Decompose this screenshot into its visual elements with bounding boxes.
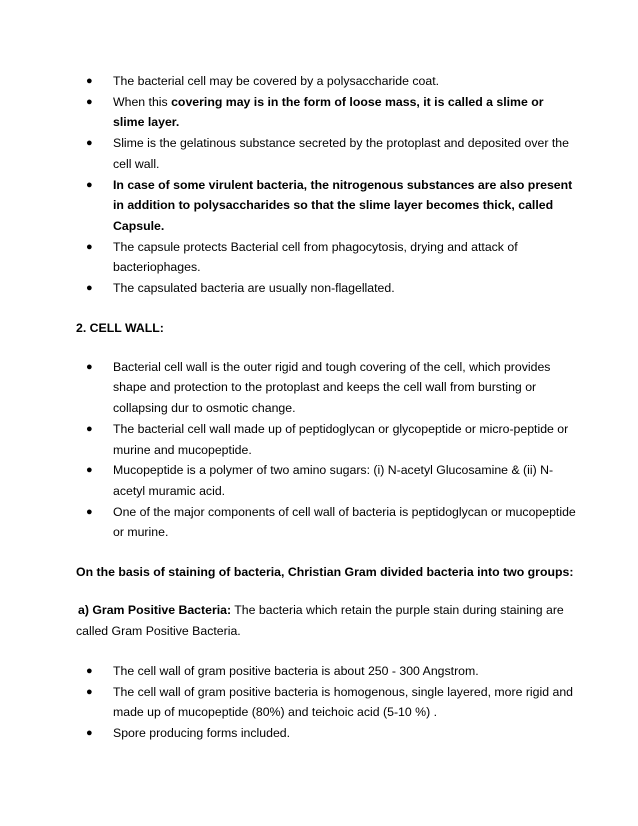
text: The cell wall of gram positive bacteria is about 250 - 300 Angstrom. [113, 664, 479, 679]
text: The bacterial cell wall made up of peptidoglycan or glycopeptide or micro-peptide or murine and mucopeptide. [113, 421, 569, 457]
list-item [76, 71, 576, 92]
cell-wall-heading: 2. CELL WALL: [76, 320, 164, 335]
bullet-icon: ● [86, 75, 93, 87]
bullet-icon: ● [86, 178, 93, 191]
list-item [76, 357, 576, 419]
text: Slime is the gelatinous substance secreted by the protoplast and deposited over the cell wall. [113, 136, 569, 171]
gram-intro-paragraph: On the basis of staining of bacteria, Christian Gram divided bacteria into two groups: [76, 565, 574, 580]
capsule-bullet-list [76, 71, 576, 299]
list-item [76, 502, 576, 543]
bullet-icon: ● [86, 727, 93, 740]
gram-positive-lead: a) Gram Positive Bacteria: [78, 603, 232, 618]
text: The cell wall of gram positive bacteria is homogenous, single layered, more rigid and made up of mucopeptide (80%) and teichoic acid (5-10 %) . [113, 684, 573, 720]
text: The capsulated bacteria are usually non-flagellated. [113, 281, 395, 296]
text: Mucopeptide is a polymer of two amino sugars: (i) N-acetyl Glucosamine & (ii) N-acetyl muramic acid. [113, 463, 554, 498]
bullet-icon: ● [86, 282, 93, 295]
text: Bacterial cell wall is the outer rigid and tough covering of the cell, which provides shape and protection to the protoplast and keeps the cell wall from bursting or collapsing dur to osmotic change. [113, 359, 551, 416]
gram-positive-paragraph [76, 600, 576, 642]
bullet-icon: ● [86, 240, 93, 253]
text: Spore producing forms included. [113, 726, 291, 741]
text: When this [113, 94, 172, 109]
list-item [76, 92, 576, 133]
bullet-icon: ● [86, 505, 93, 518]
bold-text: covering may is in the form of loose mass, it is called a slime or slime layer. [113, 94, 544, 130]
gram-positive-text: The bacteria which retain the purple stain during staining are called Gram Positive Bacteria. [76, 603, 564, 639]
bullet-icon: ● [86, 422, 93, 435]
bullet-icon: ● [86, 137, 93, 150]
document-page [76, 69, 576, 744]
list-item [76, 278, 576, 299]
bullet-icon: ● [86, 95, 93, 108]
bullet-icon: ● [86, 360, 93, 373]
bullet-icon: ● [86, 685, 93, 698]
list-item [76, 661, 576, 682]
gram-positive-bullet-list [76, 661, 576, 744]
list-item [76, 419, 576, 460]
bold-text: In case of some virulent bacteria, the nitrogenous substances are also present in addition to polysaccharides so that the slime layer becomes thick, called Capsule. [113, 177, 573, 233]
bullet-icon: ● [86, 464, 93, 477]
text: The bacterial cell may be covered by a polysaccharide coat. [113, 74, 440, 88]
bullet-icon: ● [86, 665, 93, 678]
list-item [76, 133, 576, 174]
list-item [76, 460, 576, 501]
list-item [76, 682, 576, 723]
text: One of the major components of cell wall of bacteria is peptidoglycan or mucopeptide or murine. [113, 504, 576, 540]
list-item [76, 175, 576, 237]
list-item [76, 723, 576, 744]
text: The capsule protects Bacterial cell from phagocytosis, drying and attack of bacteriophages. [113, 239, 518, 275]
cell-wall-bullet-list [76, 357, 576, 543]
list-item [76, 237, 576, 278]
